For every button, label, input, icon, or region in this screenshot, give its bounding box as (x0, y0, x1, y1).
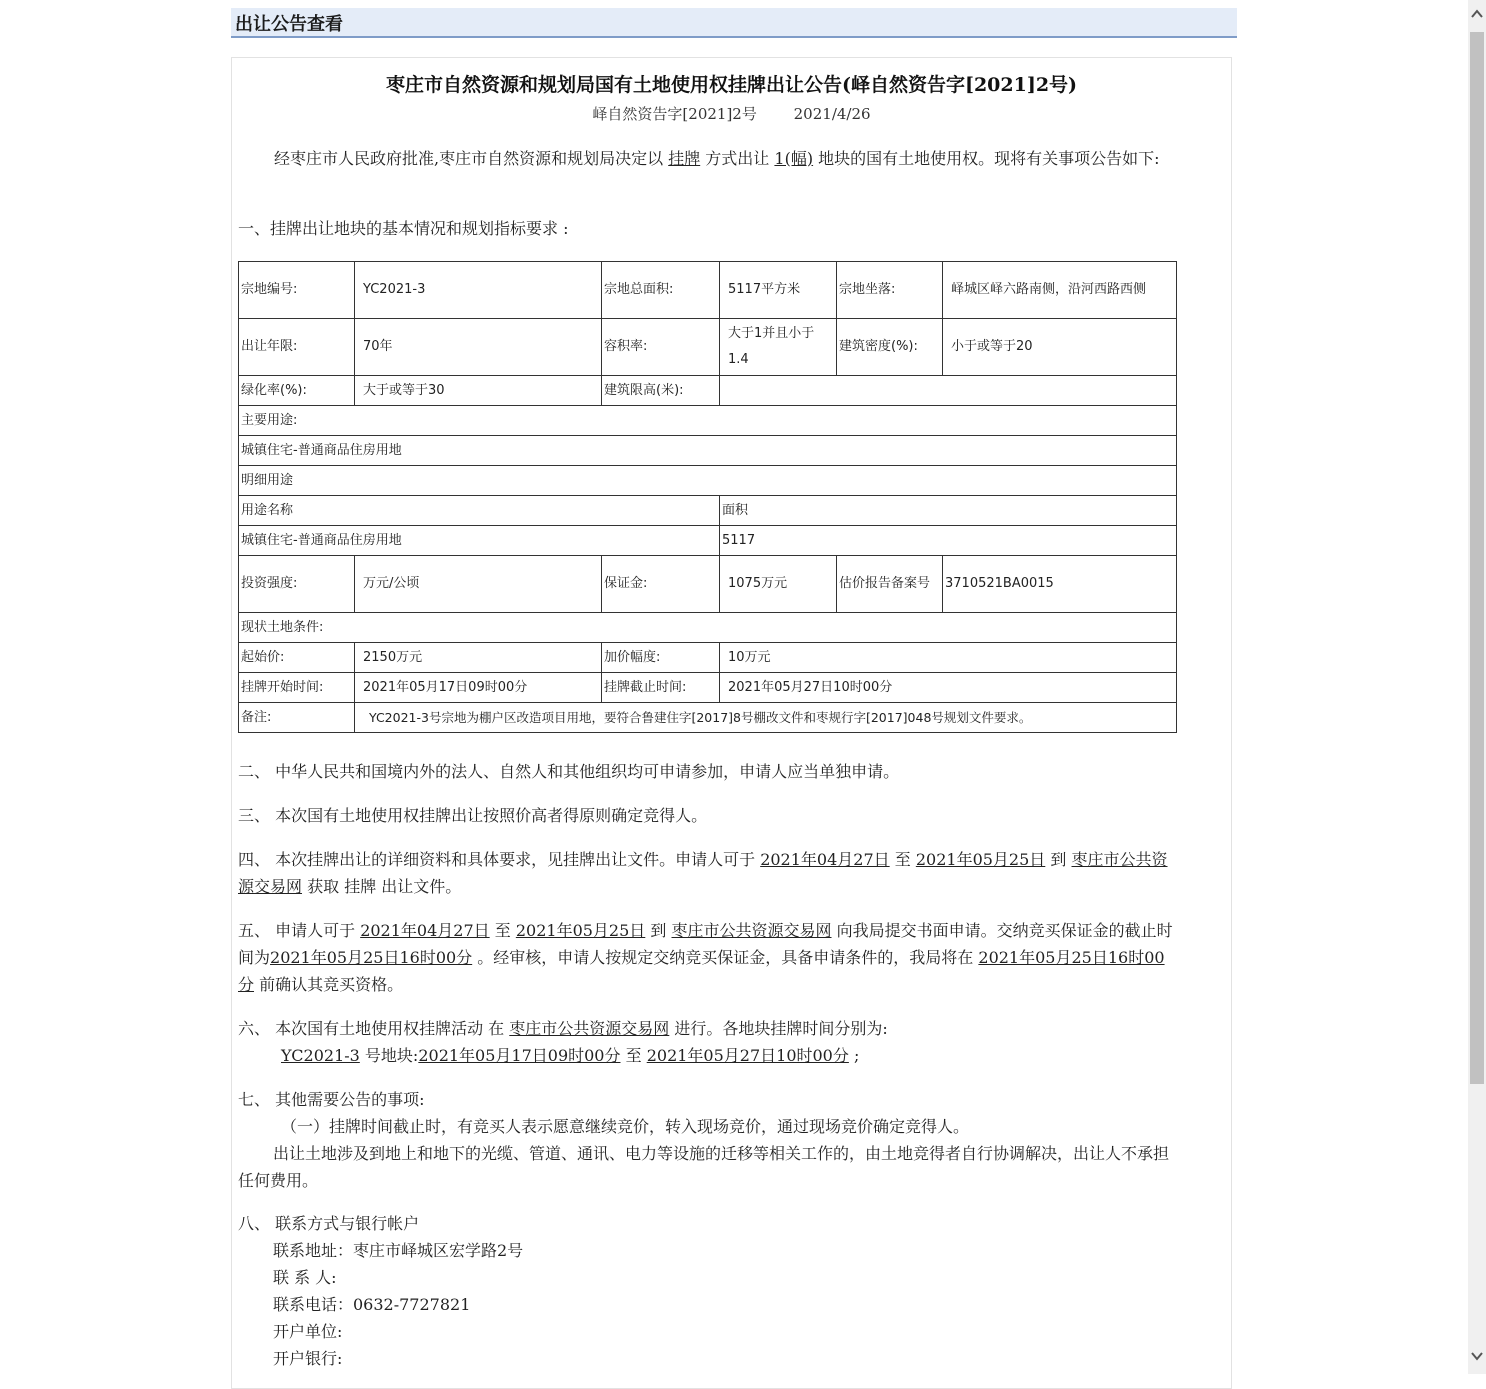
table-row (239, 556, 1177, 613)
table-row (239, 526, 1177, 556)
height-limit-value (720, 376, 1177, 406)
table-row (239, 376, 1177, 406)
announcement-title: 枣庄市自然资源和规划局国有土地使用权挂牌出让公告(峄自然资告字[2021]2号) (385, 74, 1078, 96)
green-rate-value: 大于或等于30 (355, 376, 602, 406)
s5-at-text: 到 (650, 921, 667, 940)
appraisal-no-label: 估价报告备案号 (837, 556, 943, 613)
s5-text-mid2: 。经审核，申请人按规定交纳竞买保证金，具备申请条件的，我局将在 (477, 948, 974, 967)
account-unit: 开户单位: (273, 1322, 343, 1341)
building-density-value: 小于或等于20 (943, 319, 1177, 376)
s6-text-post: 进行。各地块挂牌时间分别为: (674, 1019, 888, 1038)
section4 (238, 846, 1173, 900)
parcel-count-link[interactable]: 1(幅) (774, 149, 814, 168)
s6-site-link[interactable]: 枣庄市公共资源交易网 (509, 1019, 670, 1038)
doc-date: 2021/4/26 (793, 105, 871, 123)
table-row (239, 643, 1177, 673)
s6-tail: ; (853, 1046, 860, 1065)
s5-text-post: 前确认其竞买资格。 (259, 975, 404, 994)
term-value: 70年 (355, 319, 602, 376)
location-label: 宗地坐落: (837, 262, 943, 319)
section7 (238, 1086, 1173, 1194)
start-price-label: 起始价: (239, 643, 355, 673)
announcement-subtitle (232, 103, 1231, 124)
table-row (239, 703, 1177, 733)
s4-to-text: 至 (894, 850, 911, 869)
increment-label: 加价幅度: (602, 643, 720, 673)
increment-value: 10万元 (720, 643, 1177, 673)
plot-ratio-label: 容积率: (602, 319, 720, 376)
table-row (239, 262, 1177, 319)
investment-value: 万元/公顷 (355, 556, 602, 613)
total-area-value: 5117平方米 (720, 262, 837, 319)
deposit-value: 1075万元 (720, 556, 837, 613)
s4-site-link[interactable]: 枣庄市公共资源交易网 (238, 850, 1168, 896)
s5-to-text: 至 (494, 921, 511, 940)
investment-label: 投资强度: (239, 556, 355, 613)
s5-confirm-date-link[interactable]: 2021年05月25日16时00分 (238, 948, 1165, 994)
s5-text: 五、 申请人可于 (238, 921, 356, 940)
intro-paragraph (238, 145, 1173, 172)
intro-text: 经枣庄市人民政府批准,枣庄市自然资源和规划局决定以 (274, 149, 664, 168)
listing-start-value: 2021年05月17日09时00分 (355, 673, 602, 703)
use-area-value: 5117 (720, 526, 1177, 556)
vertical-scrollbar[interactable] (1468, 0, 1486, 1374)
main-use-label: 主要用途: (239, 406, 1177, 436)
intro-text-post: 地块的国有土地使用权。现将有关事项公告如下: (818, 149, 1160, 168)
section2: 二、 中华人民共和国境内外的法人、自然人和其他组织均可申请参加，申请人应当单独申请。 (238, 762, 900, 781)
section6 (238, 1015, 1173, 1069)
announcement-panel (231, 57, 1232, 1389)
contact-phone: 联系电话：0632-7727821 (273, 1295, 471, 1314)
term-label: 出让年限: (239, 319, 355, 376)
location-value: 峄城区峄六路南侧，沿河西路西侧 (943, 262, 1177, 319)
total-area-label: 宗地总面积: (602, 262, 720, 319)
s7-item2: 出让土地涉及到地上和地下的光缆、管道、通讯、电力等设施的迁移等相关工作的，由土地竞得者自行协调解决，出让人不承担任何费用。 (238, 1144, 1170, 1190)
deposit-label: 保证金: (602, 556, 720, 613)
s6-parcel-link[interactable]: YC2021-3 (281, 1046, 360, 1065)
chevron-down-icon[interactable] (1468, 1348, 1486, 1370)
s6-parcel-schedule (238, 1042, 1173, 1069)
s4-text: 四、 本次挂牌出让的详细资料和具体要求，见挂牌出让文件。申请人可于 (238, 850, 756, 869)
page-header (231, 8, 1237, 38)
s5-text-mid: 向我局提交书面申请。交纳竞买保证金的截止时间为 (238, 921, 1173, 967)
start-price-value: 2150万元 (355, 643, 602, 673)
table-row (239, 319, 1177, 376)
remark-value: YC2021-3号宗地为棚户区改造项目用地，要符合鲁建住字[2017]8号棚改文件和枣规行字[2017]048号规划文件要求。 (355, 703, 1177, 733)
table-row (239, 406, 1177, 436)
s8-title: 八、 联系方式与银行帐户 (238, 1214, 420, 1233)
green-rate-label: 绿化率(%): (239, 376, 355, 406)
area-header: 面积 (720, 496, 1177, 526)
s5-deadline-link[interactable]: 2021年05月25日16时00分 (270, 948, 473, 967)
land-info-table (238, 261, 1177, 733)
building-density-label: 建筑密度(%): (837, 319, 943, 376)
listing-end-value: 2021年05月27日10时00分 (720, 673, 1177, 703)
section8 (238, 1210, 1173, 1372)
parcel-no-value: YC2021-3 (355, 262, 602, 319)
s7-item1: （一）挂牌时间截止时，有竞买人表示愿意继续竞价，转入现场竞价，通过现场竞价确定竞得人。 (281, 1117, 970, 1136)
section1-heading: 一、挂牌出让地块的基本情况和规划指标要求 : (238, 219, 569, 238)
appraisal-no-value: 3710521BA0015 (943, 556, 1177, 613)
s7-title: 七、 其他需要公告的事项: (238, 1090, 425, 1109)
detail-use-label: 明细用途 (239, 466, 1177, 496)
s4-at-text: 到 (1050, 850, 1067, 869)
doc-number: 峄自然资告字[2021]2号 (592, 105, 757, 123)
plot-ratio-value: 大于1并且小于1.4 (720, 319, 837, 376)
s5-end-date-link[interactable]: 2021年05月25日 (515, 921, 646, 940)
s4-start-date-link[interactable]: 2021年04月27日 (760, 850, 890, 869)
contact-address: 联系地址：枣庄市峄城区宏学路2号 (273, 1241, 524, 1260)
use-name-header: 用途名称 (239, 496, 720, 526)
s6-end-link[interactable]: 2021年05月27日10时00分 (646, 1046, 849, 1065)
s4-end-date-link[interactable]: 2021年05月25日 (915, 850, 1046, 869)
s6-parcel-label: 号地块: (364, 1046, 419, 1065)
s4-text-post: 获取 挂牌 出让文件。 (307, 877, 462, 896)
s5-start-date-link[interactable]: 2021年04月27日 (360, 921, 490, 940)
table-row (239, 436, 1177, 466)
use-name-value: 城镇住宅-普通商品住房用地 (239, 526, 720, 556)
method-link[interactable]: 挂牌 (668, 149, 701, 168)
land-condition-label: 现状土地条件: (239, 613, 1177, 643)
remark-label: 备注: (239, 703, 355, 733)
bank-name: 开户银行: (273, 1349, 343, 1368)
scrollbar-thumb[interactable] (1470, 32, 1484, 1084)
listing-start-label: 挂牌开始时间: (239, 673, 355, 703)
intro-text-mid: 方式出让 (705, 149, 770, 168)
table-row (239, 496, 1177, 526)
s5-site-link[interactable]: 枣庄市公共资源交易网 (671, 921, 832, 940)
table-row (239, 613, 1177, 643)
s6-start-link[interactable]: 2021年05月17日09时00分 (418, 1046, 621, 1065)
table-row (239, 673, 1177, 703)
parcel-no-label: 宗地编号: (239, 262, 355, 319)
s6-text: 六、 本次国有土地使用权挂牌活动 在 (238, 1019, 505, 1038)
listing-end-label: 挂牌截止时间: (602, 673, 720, 703)
contact-person: 联 系 人: (273, 1268, 337, 1287)
section5 (238, 917, 1173, 998)
s6-to-text: 至 (625, 1046, 642, 1065)
table-row (239, 466, 1177, 496)
page-title: 出让公告查看 (235, 14, 343, 35)
main-use-value: 城镇住宅-普通商品住房用地 (239, 436, 1177, 466)
height-limit-label: 建筑限高(米): (602, 376, 720, 406)
section3: 三、 本次国有土地使用权挂牌出让按照价高者得原则确定竞得人。 (238, 806, 708, 825)
chevron-up-icon[interactable] (1468, 6, 1486, 28)
